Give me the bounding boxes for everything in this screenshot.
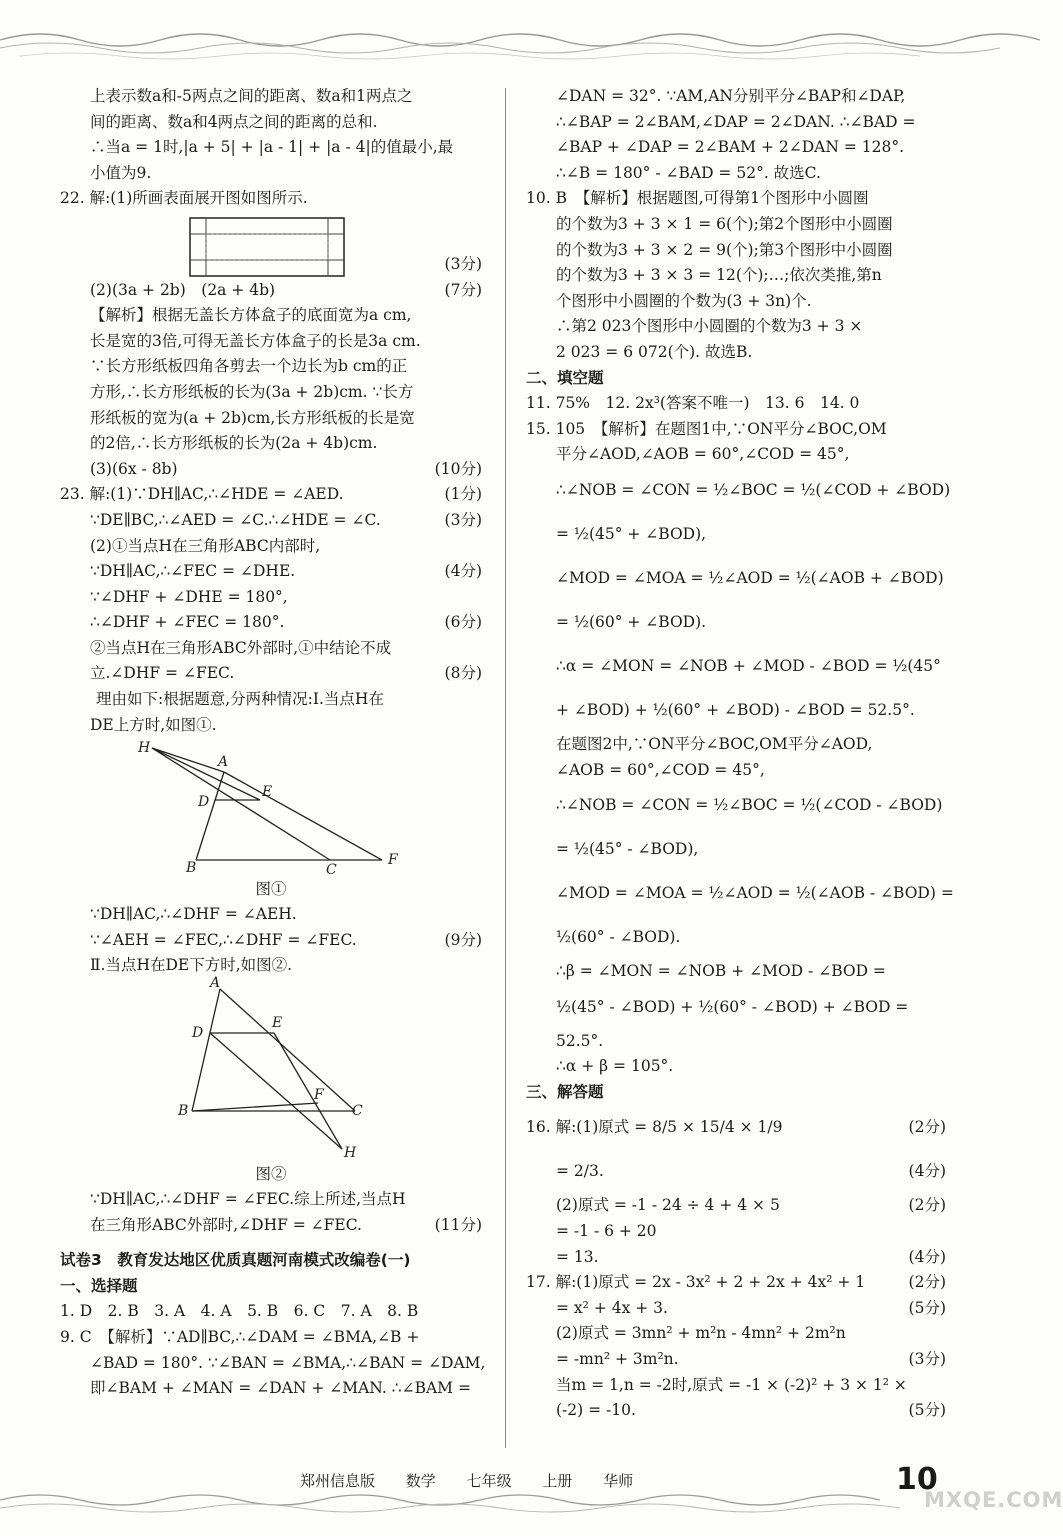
- text-line: ∵DE∥BC,∴∠AED = ∠C.∴∠HDE = ∠C. (3分): [90, 510, 482, 529]
- footer: [300, 1470, 720, 1491]
- text-line: ∵DH∥AC,∴∠DHF = ∠FEC.综上所述,当点H: [90, 1190, 406, 1209]
- section-heading: 三、解答题: [526, 1082, 604, 1101]
- text-line: (3)(6x - 8b) (10分): [90, 459, 482, 478]
- label-A: A: [218, 754, 229, 771]
- text-line: ∠DAN = 32°. ∵AM,AN分别平分∠BAP和∠DAP,: [556, 87, 906, 105]
- label-F: F: [314, 1087, 324, 1104]
- text-line: 小值为9.: [90, 163, 152, 182]
- text-line: ∵DH∥AC,∴∠DHF = ∠AEH.: [90, 905, 297, 924]
- column-divider: [505, 88, 506, 1448]
- text-line: = x² + 4x + 3. (5分): [556, 1298, 946, 1317]
- top-wave-decoration: [0, 0, 1005, 80]
- text-line: ∴∠NOB = ∠CON = ½∠BOC = ½(∠COD - ∠BOD): [556, 796, 943, 815]
- text-line: ∵∠DHF + ∠DHE = 180°,: [90, 587, 288, 606]
- score-line: (3分): [444, 254, 482, 273]
- text-line: ∴∠DHF + ∠FEC = 180°. (6分): [90, 613, 482, 632]
- text-line: ∴β = ∠MON = ∠NOB + ∠MOD - ∠BOD =: [556, 962, 886, 981]
- footer-subject: 数学: [405, 1472, 436, 1490]
- text-line: 15. 105 【解析】在题图1中,∵ON平分∠BOC,OM: [526, 419, 887, 438]
- geometry-figure-1: [60, 740, 482, 879]
- page-number: 10: [896, 1462, 938, 1497]
- text-line: ∠BAP + ∠DAP = 2∠BAM + 2∠DAN = 128°.: [556, 138, 905, 157]
- text-line: ②当点H在三角形ABC外部时,①中结论不成: [90, 638, 392, 657]
- text-line: 的个数为3 + 3 × 1 = 6(个);第2个图形中小圆圈: [556, 214, 893, 233]
- label-C: C: [352, 1103, 363, 1120]
- geometry-figure-2: [60, 975, 482, 1162]
- text-line: 长是宽的3倍,可得无盖长方体盒子的长是3a cm.: [90, 331, 421, 350]
- text-line: 【解析】根据无盖长方体盒子的底面宽为a cm,: [90, 306, 412, 325]
- text-line: 16. 解:(1)原式 = 8/5 × 15/4 × 1/9 (2分): [526, 1118, 946, 1137]
- text-line: 方形,∴长方形纸板的长为(3a + 2b)cm. ∵长方: [90, 382, 414, 401]
- text-line: ∴当a = 1时,|a + 5| + |a - 1| + |a - 4|的值最小,最: [90, 138, 454, 157]
- section-heading: 二、填空题: [526, 368, 604, 387]
- text-line: = ½(60° + ∠BOD).: [556, 612, 707, 631]
- text-line: 形纸板的宽为(a + 2b)cm,长方形纸板的长是宽: [90, 408, 415, 427]
- text-line: ∴α + β = 105°.: [556, 1057, 674, 1076]
- text-line: ∵DH∥AC,∴∠FEC = ∠DHE. (4分): [90, 562, 482, 581]
- text-line: (2)原式 = 3mn² + m²n - 4mn² + 2m²n: [556, 1324, 846, 1343]
- text-line: (2)(3a + 2b) (2a + 4b) (7分): [90, 280, 482, 299]
- text-line: 理由如下:根据题意,分两种情况:Ⅰ.当点H在: [96, 690, 384, 709]
- text-line: + ∠BOD) + ½(60° + ∠BOD) - ∠BOD = 52.5°.: [556, 700, 915, 719]
- text-line: 即∠BAM + ∠MAN = ∠DAN + ∠MAN. ∴∠BAM =: [90, 1379, 471, 1398]
- text-line: 11. 75% 12. 2x³(答案不唯一) 13. 6 14. 0: [526, 394, 860, 413]
- text-line: Ⅱ.当点H在DE下方时,如图②.: [90, 956, 293, 975]
- text-line: ∠MOD = ∠MOA = ½∠AOD = ½(∠AOB - ∠BOD) =: [556, 884, 954, 903]
- label-A: A: [210, 975, 221, 992]
- text-line: 52.5°.: [556, 1031, 604, 1050]
- text-line: 1. D 2. B 3. A 4. A 5. B 6. C 7. A 8. B: [60, 1302, 419, 1321]
- text-line: = ½(45° + ∠BOD),: [556, 524, 707, 543]
- text-line: 23. 解:(1)∵DH∥AC,∴∠HDE = ∠AED. (1分): [60, 485, 482, 504]
- text-line: 上表示数a和-5两点之间的距离、数a和1两点之: [90, 87, 413, 105]
- text-line: ∴∠BAP = 2∠BAM,∠DAP = 2∠DAN. ∴∠BAD =: [556, 112, 916, 131]
- text-line: (2)①当点H在三角形ABC内部时,: [90, 536, 321, 555]
- text-line: 2 023 = 6 072(个). 故选B.: [556, 342, 753, 361]
- text-line: ∴第2 023个图形中小圆圈的个数为3 + 3 ×: [556, 317, 863, 336]
- text-line: 的个数为3 + 3 × 2 = 9(个);第3个图形中小圆圈: [556, 240, 893, 259]
- label-E: E: [262, 784, 273, 801]
- text-line: 间的距离、数a和4两点之间的距离的总和.: [90, 112, 378, 131]
- text-line: ∵长方形纸板四角各剪去一个边长为b cm的正: [90, 357, 408, 376]
- left-column: [60, 84, 486, 1402]
- label-D: D: [198, 794, 210, 811]
- text-line: ∴∠NOB = ∠CON = ½∠BOC = ½(∠COD + ∠BOD): [556, 480, 951, 499]
- label-C: C: [326, 862, 337, 879]
- text-line: 10. B 【解析】根据题图,可得第1个图形中小圆圈: [526, 189, 869, 208]
- text-line: = -1 - 6 + 20: [556, 1222, 657, 1241]
- figure-caption: 图①: [255, 880, 287, 899]
- text-line: 的个数为3 + 3 × 3 = 12(个);…;依次类推,第n: [556, 266, 882, 285]
- text-line: = 13. (4分): [556, 1247, 946, 1266]
- text-line: = ½(45° - ∠BOD),: [556, 840, 699, 859]
- text-line: ∵∠AEH = ∠FEC,∴∠DHF = ∠FEC. (9分): [90, 930, 482, 949]
- label-B: B: [178, 1103, 189, 1120]
- text-line: = -mn² + 3m²n. (3分): [556, 1350, 946, 1369]
- section-heading: 一、选择题: [60, 1276, 138, 1295]
- text-line: ∠AOB = 60°,∠COD = 45°,: [556, 760, 765, 779]
- label-E: E: [272, 1015, 283, 1032]
- text-line: 在三角形ABC外部时,∠DHF = ∠FEC. (11分): [90, 1215, 482, 1234]
- text-line: 9. C 【解析】∵AD∥BC,∴∠DAM = ∠BMA,∠B +: [60, 1328, 420, 1346]
- figure-caption: 图②: [255, 1165, 287, 1184]
- section-title: 试卷3 教育发达地区优质真题河南模式改编卷(一): [60, 1251, 411, 1270]
- text-line: ∴∠B = 180° - ∠BAD = 52°. 故选C.: [556, 163, 821, 182]
- label-H: H: [344, 1145, 357, 1162]
- text-line: ½(45° - ∠BOD) + ½(60° - ∠BOD) + ∠BOD =: [556, 997, 909, 1016]
- text-line: DE上方时,如图①.: [90, 715, 217, 734]
- text-line: 个图形中小圆圈的个数为(3 + 3n)个.: [556, 291, 812, 310]
- footer-publisher: 华师: [603, 1472, 634, 1490]
- text-line: ∠MOD = ∠MOA = ½∠AOD = ½(∠AOB + ∠BOD): [556, 568, 944, 587]
- text-line: ½(60° - ∠BOD).: [556, 928, 681, 947]
- text-line: = 2/3. (4分): [556, 1162, 946, 1181]
- text-line: 17. 解:(1)原式 = 2x - 3x² + 2 + 2x + 4x² + 1 (2分): [526, 1273, 946, 1292]
- text-line: 在题图2中,∵ON平分∠BOC,OM平分∠AOD,: [556, 734, 873, 753]
- right-column: [526, 84, 954, 1424]
- text-line: 的2倍,∴长方形纸板的长为(2a + 4b)cm.: [90, 434, 378, 453]
- text-line: 当m = 1,n = -2时,原式 = -1 × (-2)² + 3 × 1² ×: [556, 1375, 907, 1394]
- label-B: B: [186, 860, 197, 877]
- label-D: D: [192, 1025, 204, 1042]
- text-line: ∠BAD = 180°. ∵∠BAN = ∠BMA,∴∠BAN = ∠DAM,: [90, 1353, 486, 1372]
- text-line: (2)原式 = -1 - 24 ÷ 4 + 4 × 5 (2分): [556, 1196, 946, 1215]
- text-line: ∴α = ∠MON = ∠NOB + ∠MOD - ∠BOD = ½(45°: [556, 656, 941, 675]
- text-line: 立.∠DHF = ∠FEC. (8分): [90, 664, 482, 683]
- footer-grade: 七年级: [466, 1472, 512, 1490]
- text-line: (-2) = -10. (5分): [556, 1401, 946, 1420]
- text-line: 22. 解:(1)所画表面展开图如图所示.: [60, 189, 308, 208]
- label-F: F: [388, 852, 398, 869]
- footer-volume: 上册: [542, 1472, 573, 1490]
- text-line: 平分∠AOD,∠AOB = 60°,∠COD = 45°,: [556, 445, 850, 464]
- footer-edition: 郑州信息版: [300, 1472, 376, 1490]
- watermark: MXQE.COM: [924, 1488, 1063, 1512]
- label-H: H: [138, 740, 151, 757]
